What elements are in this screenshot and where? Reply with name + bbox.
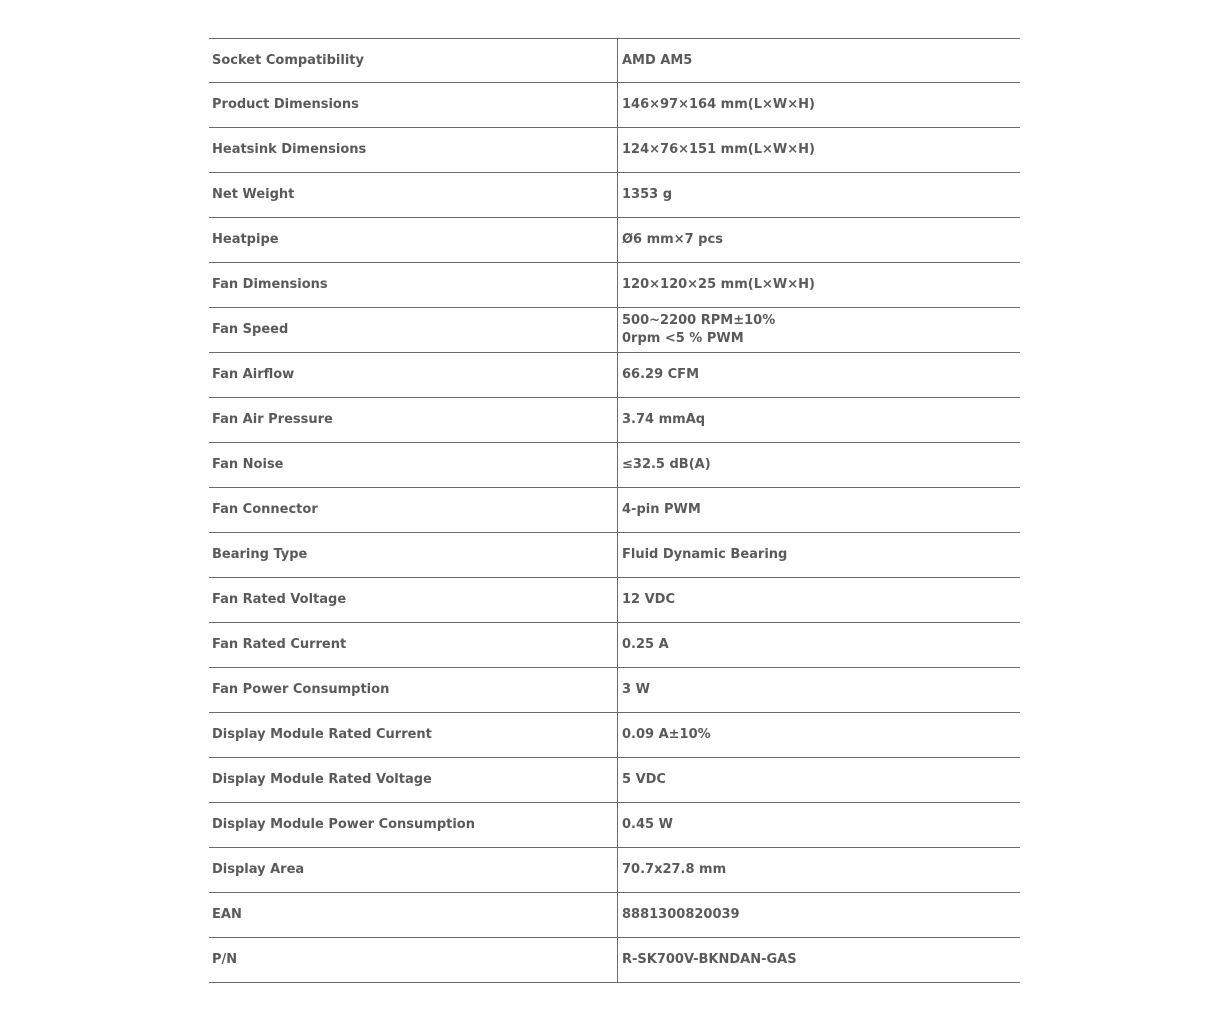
spec-row-fan-noise — [209, 443, 1020, 488]
spec-row-fan-speed — [209, 308, 1020, 353]
spec-label: Fan Air Pressure — [209, 398, 618, 443]
spec-label: Net Weight — [209, 173, 618, 218]
spec-value: 3.74 mmAq — [622, 412, 706, 427]
spec-label: Fan Noise — [209, 443, 618, 488]
spec-value: R-SK700V-BKNDAN-GAS — [622, 952, 797, 967]
spec-value: 66.29 CFM — [622, 367, 700, 382]
spec-label: Display Module Power Consumption — [209, 803, 618, 848]
spec-value: AMD AM5 — [622, 52, 693, 68]
spec-row-fan-dimensions — [209, 263, 1020, 308]
spec-label: Fan Rated Voltage — [209, 578, 618, 623]
spec-value: 0.45 W — [622, 817, 673, 832]
spec-value: 0.09 A±10% — [622, 727, 711, 742]
spec-label: Display Area — [209, 848, 618, 893]
spec-row-net-weight — [209, 173, 1020, 218]
spec-label: Product Dimensions — [209, 83, 618, 128]
spec-row-bearing-type — [209, 533, 1020, 578]
spec-value: 12 VDC — [622, 592, 676, 607]
spec-row-product-dimensions — [209, 83, 1020, 128]
spec-value: 120×120×25 mm(L×W×H) — [622, 277, 815, 292]
specifications-table — [209, 38, 1020, 983]
spec-label: Fan Connector — [209, 488, 618, 533]
spec-value-line: 0rpm <5 % PWM — [622, 331, 744, 346]
spec-label: Display Module Rated Voltage — [209, 758, 618, 803]
spec-value-multiline — [618, 308, 1021, 353]
spec-row-display-module-power-consumption — [209, 803, 1020, 848]
spec-value: Ø6 mm×7 pcs — [622, 232, 723, 247]
spec-row-fan-power-consumption — [209, 668, 1020, 713]
spec-label: Bearing Type — [209, 533, 618, 578]
spec-label: Heatsink Dimensions — [209, 128, 618, 173]
spec-label: Fan Rated Current — [209, 623, 618, 668]
spec-value: ≤32.5 dB(A) — [622, 457, 711, 472]
spec-label: P/N — [209, 938, 618, 983]
spec-row-fan-connector — [209, 488, 1020, 533]
spec-value: 0.25 A — [622, 637, 669, 652]
spec-row-fan-air-pressure — [209, 398, 1020, 443]
spec-row-fan-airflow — [209, 353, 1020, 398]
spec-row-fan-rated-voltage — [209, 578, 1020, 623]
spec-value: 3 W — [622, 682, 650, 697]
spec-value: 1353 g — [622, 187, 673, 202]
spec-label: Fan Dimensions — [209, 263, 618, 308]
spec-value: 4-pin PWM — [622, 502, 701, 517]
spec-label: Fan Power Consumption — [209, 668, 618, 713]
spec-label: Fan Speed — [209, 308, 618, 353]
spec-label: Fan Airflow — [209, 353, 618, 398]
spec-label: EAN — [209, 893, 618, 938]
spec-value-line: 500~2200 RPM±10% — [622, 313, 776, 328]
spec-row-fan-rated-current — [209, 623, 1020, 668]
spec-value: 5 VDC — [622, 772, 666, 787]
spec-label: Display Module Rated Current — [209, 713, 618, 758]
spec-label: Socket Compatibility — [209, 39, 618, 83]
spec-row-ean — [209, 893, 1020, 938]
spec-row-display-area — [209, 848, 1020, 893]
spec-row-display-module-rated-current — [209, 713, 1020, 758]
spec-row-heatpipe — [209, 218, 1020, 263]
spec-value: 70.7x27.8 mm — [622, 862, 727, 877]
spec-value: 8881300820039 — [622, 907, 740, 922]
spec-label: Heatpipe — [209, 218, 618, 263]
spec-value: Fluid Dynamic Bearing — [622, 547, 788, 562]
spec-value: 146×97×164 mm(L×W×H) — [622, 97, 815, 112]
spec-row-socket-compatibility — [209, 39, 1020, 83]
spec-row-part-number — [209, 938, 1020, 983]
spec-row-heatsink-dimensions — [209, 128, 1020, 173]
spec-value: 124×76×151 mm(L×W×H) — [622, 142, 815, 157]
spec-row-display-module-rated-voltage — [209, 758, 1020, 803]
